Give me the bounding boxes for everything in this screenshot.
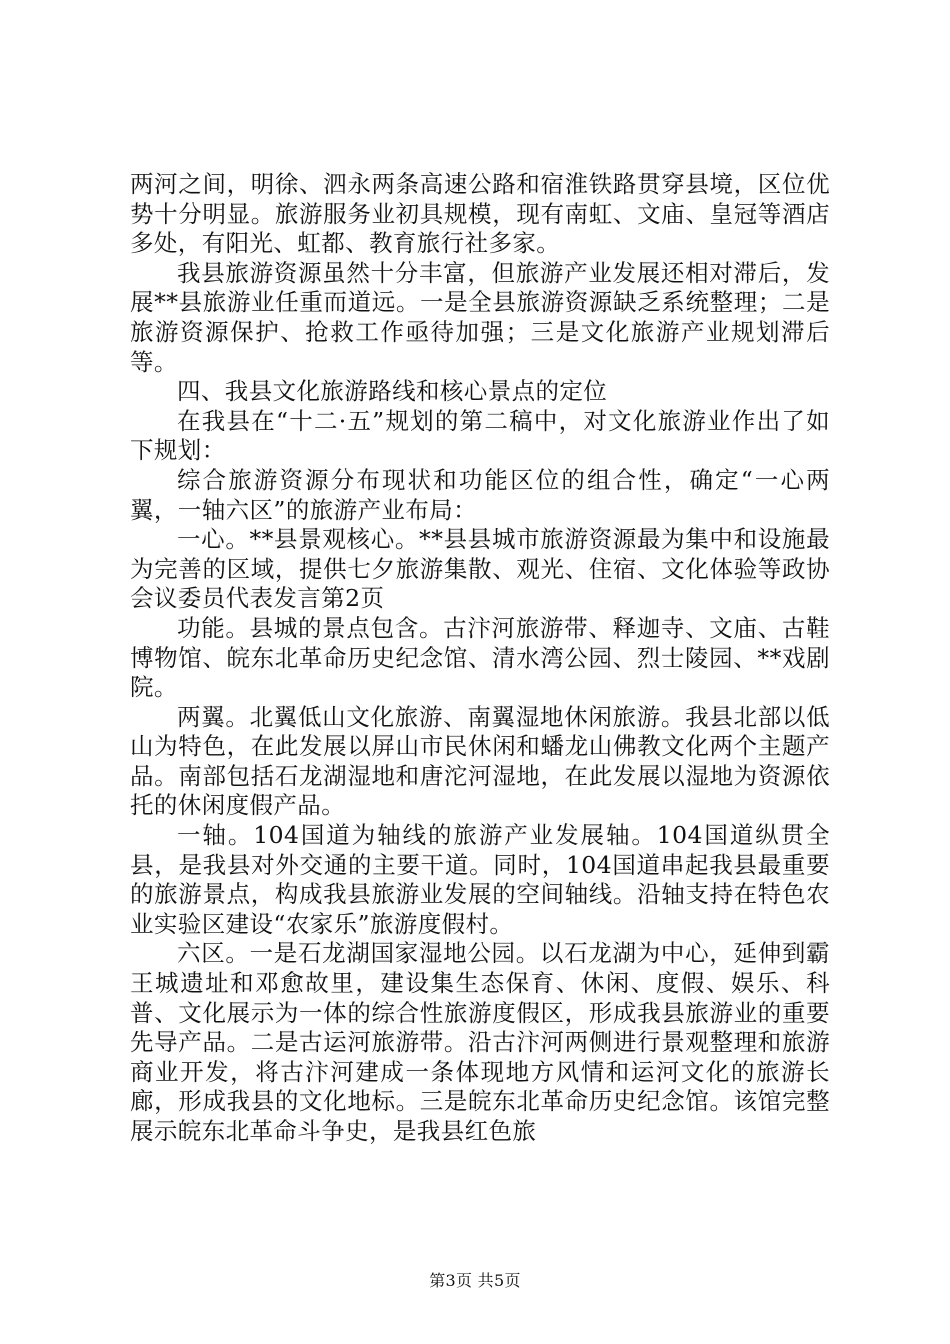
section-heading-routes: 四、我县文化旅游路线和核心景点的定位 [177, 377, 608, 406]
paragraph-tourism-problems: 我县旅游资源虽然十分丰富，但旅游产业发展还相对滞后，发展**县旅游业任重而道远。一是全县旅游资源缺乏系统整理；二是旅游资源保护、抢救工作亟待加强；三是文化旅游产业规划滞后等。 [130, 258, 830, 376]
paragraph-functions: 功能。县城的景点包含。古汴河旅游带、释迦寺、文庙、古鞋博物馆、皖东北革命历史纪念馆、清水湾公园、烈士陵园、**戏剧院。 [130, 613, 830, 702]
paragraph-two-wings: 两翼。北翼低山文化旅游、南翼湿地休闲旅游。我县北部以低山为特色，在此发展以屏山市民休闲和蟠龙山佛教文化两个主题产品。南部包括石龙湖湿地和唐沱河湿地，在此发展以湿地为资源依托的休闲度假产品。 [130, 702, 830, 820]
paragraph-one-core: 一心。**县景观核心。**县县城市旅游资源最为集中和设施最为完善的区域，提供七夕旅游集散、观光、住宿、文化体验等政协会议委员代表发言第2页 [130, 525, 830, 613]
paragraph-one-axis: 一轴。104国道为轴线的旅游产业发展轴。104国道纵贯全县，是我县对外交通的主要干道。同时，104国道串起我县最重要的旅游景点，构成我县旅游业发展的空间轴线。沿轴支持在特色农业实验区建设“农家乐”旅游度假村。 [130, 821, 830, 938]
paragraph-plan-intro: 在我县在“十二·五”规划的第二稿中，对文化旅游业作出了如下规划： [130, 406, 830, 465]
document-body [130, 170, 830, 1147]
paragraph-layout: 综合旅游资源分布现状和功能区位的组合性，确定“一心两翼，一轴六区”的旅游产业布局： [130, 465, 830, 524]
paragraph-continuation: 两河之间，明徐、泗永两条高速公路和宿淮铁路贯穿县境，区位优势十分明显。旅游服务业初具规模，现有南虹、文庙、皇冠等酒店多处，有阳光、虹都、教育旅行社多家。 [130, 170, 830, 258]
paragraph-six-zones: 六区。一是石龙湖国家湿地公园。以石龙湖为中心，延伸到霸王城遗址和邓愈故里，建设集生态保育、休闲、度假、娱乐、科普、文化展示为一体的综合性旅游度假区，形成我县旅游业的重要先导产品。二是古运河旅游带。沿古汴河两侧进行景观整理和旅游商业开发，将古汴河建成一条体现地方风情和运河文化的旅游长廊，形成我县的文化地标。三是皖东北革命历史纪念馆。该馆完整展示皖东北革命斗争史，是我县红色旅 [130, 939, 830, 1145]
page-number-footer: 第3页 共5页 [429, 1271, 521, 1290]
